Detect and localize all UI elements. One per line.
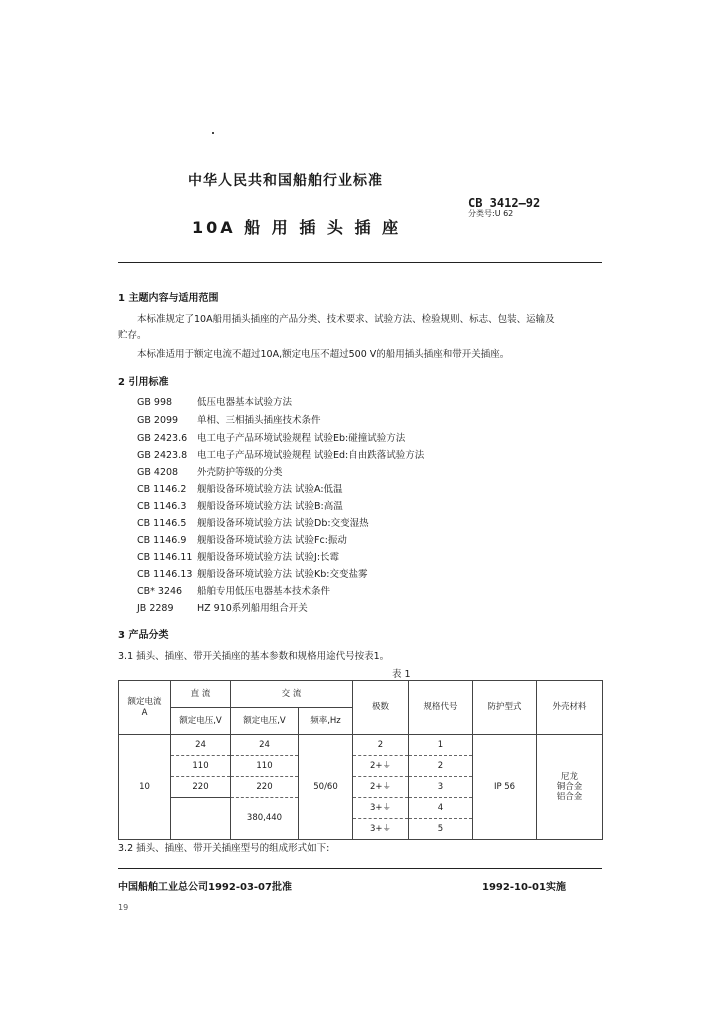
- clause-3-1: 3.1 插头、插座、带开关插座的基本参数和规格用途代号按表1。: [118, 651, 390, 662]
- implementation-date: 1992-10-01实施: [482, 882, 566, 893]
- reference-title: 电工电子产品环境试验规程 试验Eb:碰撞试验方法: [197, 433, 406, 444]
- header-dc: 直 流: [171, 681, 231, 708]
- document-title: 10A 船 用 插 头 插 座: [192, 218, 402, 237]
- reference-item: [137, 447, 424, 461]
- section2-heading: 2 引用标准: [118, 377, 169, 388]
- reference-item: [137, 430, 405, 444]
- cell-poles: 2+⏚: [353, 756, 409, 777]
- reference-title: 舰船设备环境试验方法 试验Fc:振动: [197, 535, 347, 546]
- header-rated-current: 额定电流 A: [119, 681, 171, 735]
- reference-title: 舰船设备环境试验方法 试验J:长霉: [197, 552, 340, 563]
- section1-heading: 1 主题内容与适用范围: [118, 293, 219, 304]
- section1-para2: 本标准适用于额定电流不超过10A,额定电压不超过500 V的船用插头插座和带开关插座。: [137, 349, 510, 360]
- reference-item: [137, 481, 343, 495]
- cell-ac-voltage: 220: [231, 777, 299, 798]
- reference-code: GB 2423.8: [137, 450, 188, 461]
- material-line-3: 铝合金: [556, 792, 583, 803]
- reference-code: CB 1146.9: [137, 535, 187, 546]
- cell-spec-code: 3: [409, 777, 473, 798]
- scan-dot: [212, 132, 214, 134]
- reference-title: 船舶专用低压电器基本技术条件: [197, 586, 331, 597]
- reference-title: HZ 910系列船用组合开关: [197, 603, 308, 614]
- cell-ac-voltage: 380,440: [231, 798, 299, 840]
- standard-code: CB 3412—92: [468, 196, 541, 210]
- section1-para1-line1: 本标准规定了10A船用插头插座的产品分类、技术要求、试验方法、检验规则、标志、包装、运输及: [137, 314, 555, 325]
- reference-item: [137, 412, 321, 426]
- reference-title: 单相、三相插头插座技术条件: [197, 415, 321, 426]
- footer-divider: [118, 868, 602, 869]
- reference-item: [137, 600, 308, 614]
- reference-item: [137, 583, 330, 597]
- cell-dc-voltage: 24: [171, 735, 231, 756]
- classification-code: 分类号:U 62: [468, 209, 514, 218]
- reference-title: 电工电子产品环境试验规程 试验Ed:自由跌落试验方法: [197, 450, 425, 461]
- reference-item: [137, 532, 347, 546]
- reference-code: CB* 3246: [137, 586, 183, 597]
- cell-protection: IP 56: [473, 735, 537, 840]
- approval-date: 中国船舶工业总公司1992-03-07批准: [118, 882, 292, 893]
- cell-material: [537, 735, 603, 840]
- cell-dc-voltage: [171, 798, 231, 840]
- header-dc-voltage: 额定电压,V: [171, 708, 231, 735]
- reference-item: [137, 549, 339, 563]
- reference-title: 舰船设备环境试验方法 试验Db:交变湿热: [197, 518, 369, 529]
- reference-title: 舰船设备环境试验方法 试验B:高温: [197, 501, 343, 512]
- clause-3-2: 3.2 插头、插座、带开关插座型号的组成形式如下:: [118, 843, 330, 854]
- header-material: 外壳材料: [537, 681, 603, 735]
- reference-code: GB 4208: [137, 467, 179, 478]
- header-rated-current-unit: A: [141, 707, 148, 718]
- reference-code: GB 998: [137, 397, 173, 408]
- cell-spec-code: 5: [409, 819, 473, 840]
- section1-para1-line2: 贮存。: [118, 330, 147, 341]
- reference-item: [137, 394, 292, 408]
- reference-code: CB 1146.11: [137, 552, 193, 563]
- cell-dc-voltage: 220: [171, 777, 231, 798]
- reference-item: [137, 498, 343, 512]
- table-row: [119, 735, 603, 756]
- header-ac-voltage: 额定电压,V: [231, 708, 299, 735]
- reference-item: [137, 566, 367, 580]
- cell-spec-code: 4: [409, 798, 473, 819]
- reference-code: GB 2099: [137, 415, 179, 426]
- reference-code: CB 1146.2: [137, 484, 187, 495]
- reference-code: CB 1146.5: [137, 518, 187, 529]
- header-spec-code: 规格代号: [409, 681, 473, 735]
- reference-title: 舰船设备环境试验方法 试验Kb:交变盐雾: [197, 569, 368, 580]
- cell-spec-code: 1: [409, 735, 473, 756]
- cell-poles: 2: [353, 735, 409, 756]
- reference-title: 外壳防护等级的分类: [197, 467, 283, 478]
- cell-spec-code: 2: [409, 756, 473, 777]
- cell-ac-voltage: 110: [231, 756, 299, 777]
- reference-code: CB 1146.13: [137, 569, 193, 580]
- header-protection: 防护型式: [473, 681, 537, 735]
- header-ac: 交 流: [231, 681, 353, 708]
- header-divider: [118, 262, 602, 263]
- table-caption: 表 1: [392, 669, 411, 680]
- cell-poles: 2+⏚: [353, 777, 409, 798]
- material-line-2: 铜合金: [556, 781, 583, 792]
- reference-title: 舰船设备环境试验方法 试验A:低温: [197, 484, 343, 495]
- reference-code: JB 2289: [137, 603, 174, 614]
- reference-code: CB 1146.3: [137, 501, 187, 512]
- material-line-1: 尼龙: [561, 771, 579, 782]
- cell-poles: 3+⏚: [353, 798, 409, 819]
- table-header-row: [119, 681, 603, 708]
- section3-heading: 3 产品分类: [118, 630, 169, 641]
- org-title: 中华人民共和国船舶行业标准: [188, 173, 383, 189]
- cell-ac-voltage: 24: [231, 735, 299, 756]
- cell-current: 10: [119, 735, 171, 840]
- cell-dc-voltage: 110: [171, 756, 231, 777]
- header-frequency: 频率,Hz: [299, 708, 353, 735]
- page-number: 19: [118, 903, 129, 912]
- parameter-table: [118, 680, 603, 840]
- cell-frequency: 50/60: [299, 735, 353, 840]
- reference-code: GB 2423.6: [137, 433, 188, 444]
- reference-item: [137, 464, 283, 478]
- header-poles: 极数: [353, 681, 409, 735]
- cell-poles: 3+⏚: [353, 819, 409, 840]
- reference-title: 低压电器基本试验方法: [197, 397, 293, 408]
- reference-item: [137, 515, 369, 529]
